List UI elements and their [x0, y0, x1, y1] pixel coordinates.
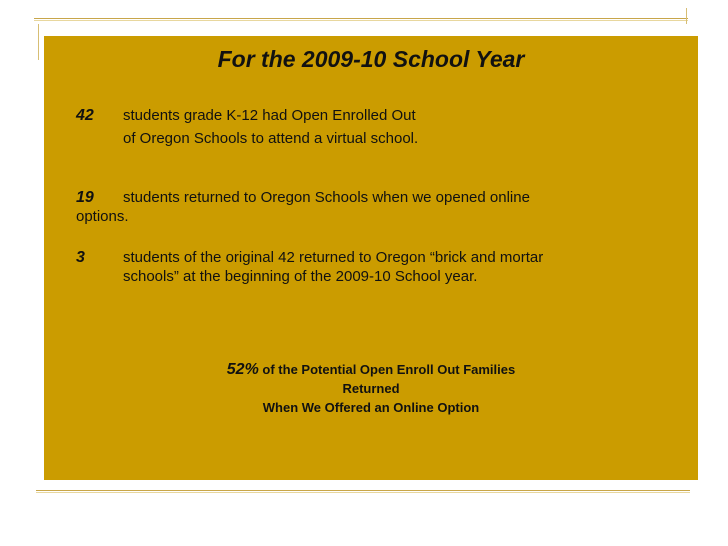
top-divider: [34, 18, 688, 21]
summary-text-line3: When We Offered an Online Option: [262, 400, 480, 415]
content-panel: [44, 36, 698, 480]
summary-text-line2: Returned: [342, 381, 400, 396]
right-edge-line: [686, 8, 687, 24]
stat-number: 19: [76, 189, 94, 206]
stat-text-line2: schools” at the beginning of the 2009-10 School year.: [123, 268, 478, 285]
summary-line1: [44, 360, 698, 379]
stat-text-line1: students grade K-12 had Open Enrolled Out: [123, 107, 416, 124]
bottom-divider: [36, 490, 690, 493]
slide-title: For the 2009-10 School Year: [217, 46, 525, 72]
stat-item-19: [76, 188, 676, 226]
stat-item-42: [76, 106, 676, 148]
stat-number: 42: [76, 107, 94, 124]
summary-percent: 52%: [226, 361, 259, 378]
stat-text-line2: options.: [76, 208, 129, 225]
stat-text-line1: students of the original 42 returned to Oregon “brick and mortar: [123, 249, 544, 266]
stat-item-3: [76, 248, 676, 286]
summary-block: [44, 360, 698, 417]
stat-number: 3: [76, 249, 85, 266]
stat-text-line2: of Oregon Schools to attend a virtual school.: [123, 130, 419, 147]
summary-text-line1: of the Potential Open Enroll Out Families: [262, 362, 516, 377]
stat-text-line1: students returned to Oregon Schools when we opened online: [123, 189, 530, 206]
left-edge-line: [38, 24, 39, 60]
